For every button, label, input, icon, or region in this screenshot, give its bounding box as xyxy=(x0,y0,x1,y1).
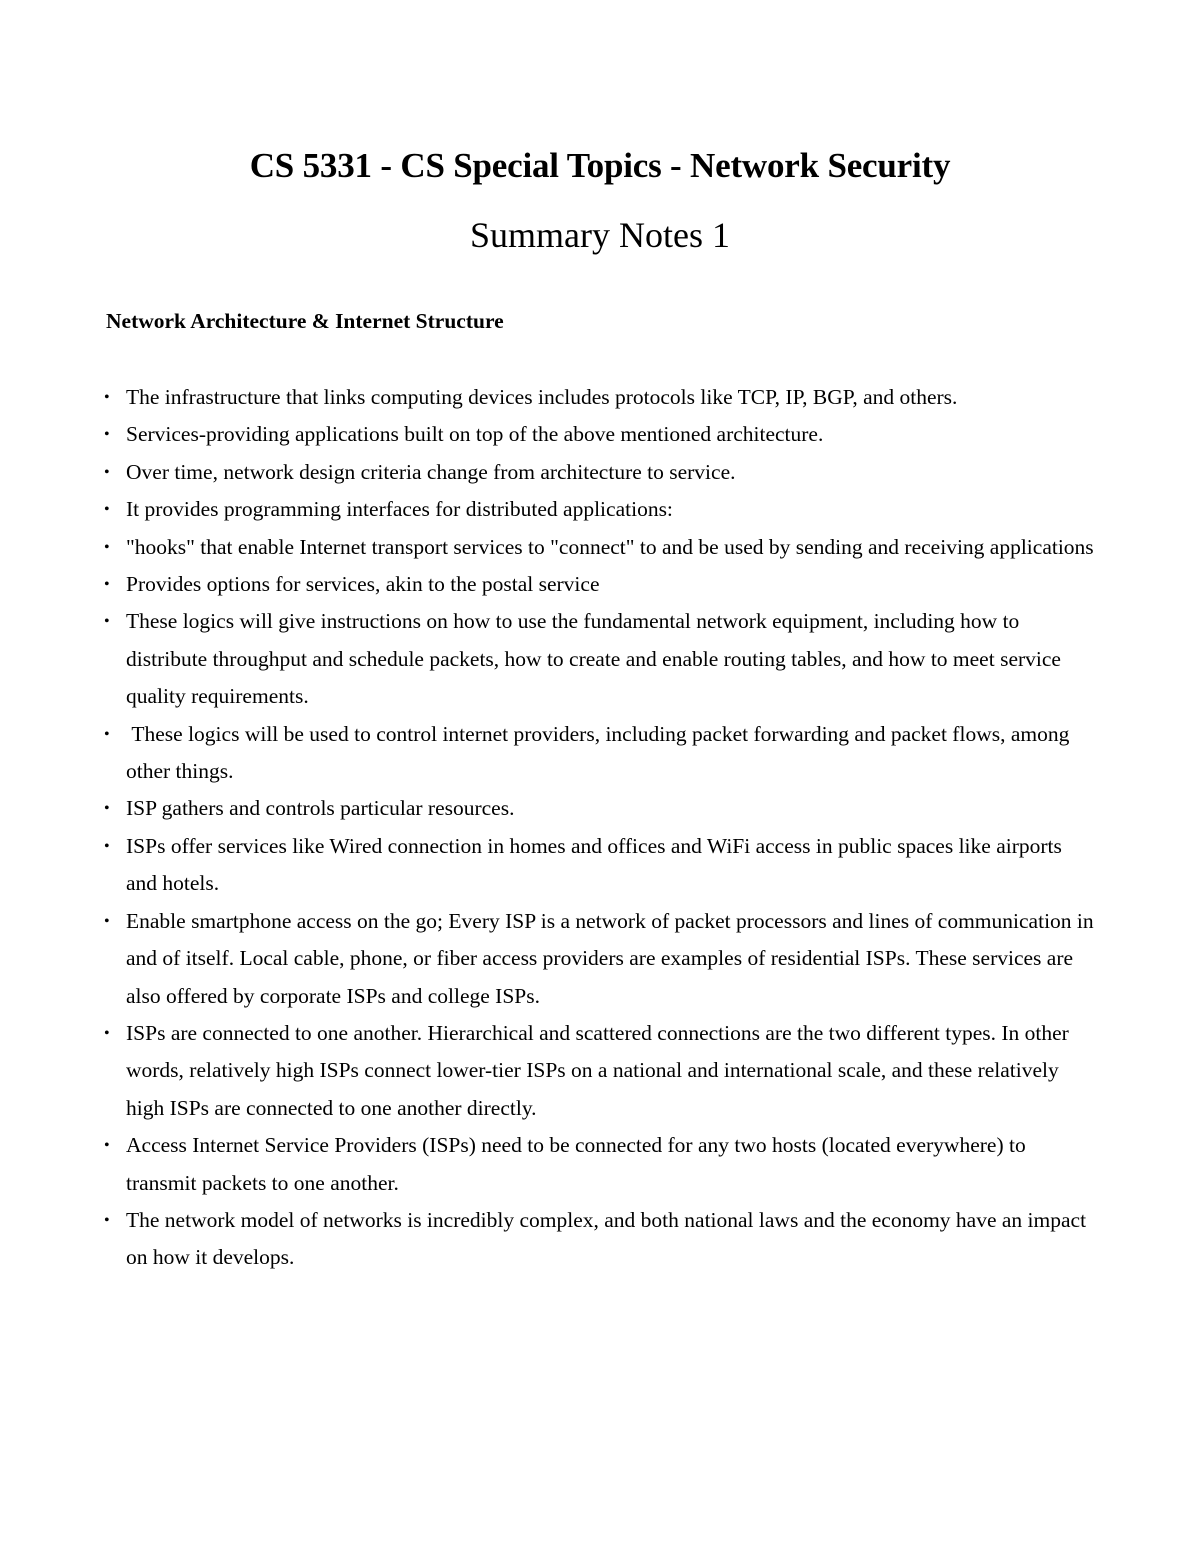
bullet-icon: • xyxy=(104,800,110,818)
list-item xyxy=(0,716,1098,791)
list-item-text: These logics will be used to control internet providers, including packet forwarding and packet flows, among other things. xyxy=(126,721,1075,784)
document-title: CS 5331 - CS Special Topics - Network Security xyxy=(249,146,951,185)
list-item-text: The infrastructure that links computing devices includes protocols like TCP, IP, BGP, and others. xyxy=(126,385,958,409)
list-item xyxy=(0,416,1098,453)
list-item xyxy=(0,491,1098,528)
bullet-list xyxy=(0,379,1200,1277)
section-heading: Network Architecture & Internet Structure xyxy=(106,309,504,333)
list-item xyxy=(0,790,1098,827)
bullet-icon: • xyxy=(104,576,110,594)
bullet-icon: • xyxy=(104,1024,110,1042)
bullet-icon: • xyxy=(104,613,110,631)
list-item xyxy=(0,1127,1098,1202)
bullet-icon: • xyxy=(104,837,110,855)
bullet-icon: • xyxy=(104,501,110,519)
bullet-icon: • xyxy=(104,389,110,406)
list-item-text: The network model of networks is incredibly complex, and both national laws and the economy have an impact on how it develops. xyxy=(126,1207,1087,1270)
list-item xyxy=(0,1202,1098,1277)
list-item xyxy=(0,903,1098,1015)
list-item-text: Over time, network design criteria change from architecture to service. xyxy=(126,459,736,484)
bullet-icon: • xyxy=(104,463,110,481)
list-item-text: These logics will give instructions on how to use the fundamental network equipment, including how to distribute throughput and schedule packets, how to create and enable routing tables, and how to meet service quality requirements. xyxy=(126,609,1061,709)
list-item-text: ISPs are connected to one another. Hierarchical and scattered connections are the two different types. In other words, relatively high ISPs connect lower-tier ISPs on a national and international scale, and these relatively high ISPs are connected to one another directly. xyxy=(126,1020,1069,1120)
list-item xyxy=(0,454,1098,491)
list-item xyxy=(0,566,1098,603)
list-item-text: ISPs offer services like Wired connection in homes and offices and WiFi access in public spaces like airports and hotels. xyxy=(126,833,1062,896)
list-item xyxy=(0,603,1098,715)
list-item-text: Provides options for services, akin to the postal service xyxy=(126,572,600,597)
list-item-text: Enable smartphone access on the go; Every ISP is a network of packet processors and lines of communication in and of itself. Local cable, phone, or fiber access providers are examples of residential ISPs. These services are also offered by corporate ISPs and college ISPs. xyxy=(126,908,1094,1008)
list-item-text: "hooks" that enable Internet transport services to "connect" to and be used by sending and receiving applications xyxy=(126,534,1094,559)
bullet-icon: • xyxy=(104,912,110,930)
list-item xyxy=(0,828,1098,903)
list-item xyxy=(0,529,1098,566)
list-item-text: Services-providing applications built on top of the above mentioned architecture. xyxy=(126,422,824,447)
bullet-icon: • xyxy=(104,1137,110,1155)
list-item xyxy=(0,1015,1098,1127)
bullet-icon: • xyxy=(104,426,110,444)
list-item-text: It provides programming interfaces for distributed applications: xyxy=(126,497,673,522)
list-item-text: ISP gathers and controls particular resources. xyxy=(126,796,515,821)
document-subtitle: Summary Notes 1 xyxy=(470,215,730,255)
list-item xyxy=(0,379,1098,416)
list-item-text: Access Internet Service Providers (ISPs) need to be connected for any two hosts (located everywhere) to transmit packets to one another. xyxy=(126,1133,1026,1195)
bullet-icon: • xyxy=(104,538,110,556)
bullet-icon: • xyxy=(104,725,110,743)
bullet-icon: • xyxy=(104,1211,110,1229)
